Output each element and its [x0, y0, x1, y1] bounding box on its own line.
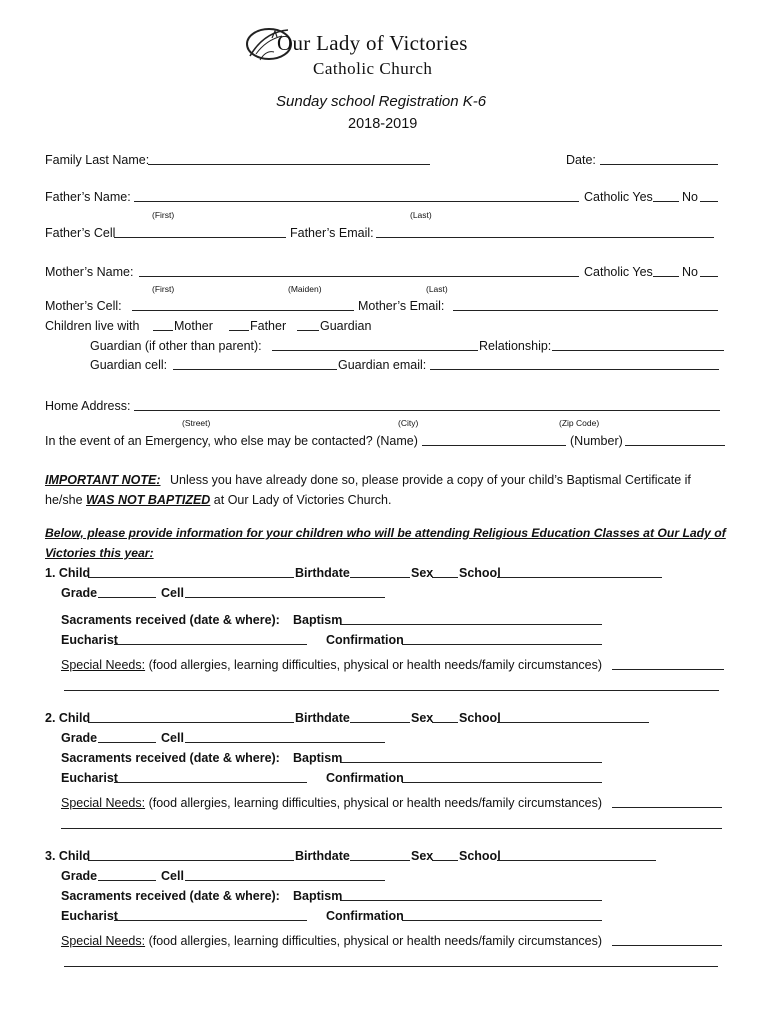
- special-needs-hint: (food allergies, learning difficulties, physical or health needs/family circumstances): [148, 934, 603, 948]
- school-label: School: [459, 849, 501, 863]
- important-note-line2: [45, 494, 391, 507]
- special-needs-field[interactable]: [612, 945, 722, 946]
- father-cell-field[interactable]: [114, 237, 286, 238]
- birthdate-label: Birthdate: [295, 849, 350, 863]
- baptism-label: Baptism: [293, 751, 343, 765]
- father-last-hint: (Last): [410, 210, 432, 220]
- note-text2-post: at Our Lady of Victories Church.: [210, 493, 392, 507]
- special-needs-field-line2[interactable]: [64, 690, 719, 691]
- form-year: 2018-2019: [348, 116, 418, 132]
- father-email-label: Father’s Email:: [290, 226, 374, 240]
- eucharist-field[interactable]: [114, 782, 307, 783]
- important-note-line1: [45, 474, 691, 487]
- sex-field[interactable]: [432, 860, 458, 861]
- child-label: 1. Child: [45, 566, 91, 580]
- sex-field[interactable]: [432, 722, 458, 723]
- grade-field[interactable]: [98, 880, 156, 881]
- child-name-field[interactable]: [88, 860, 294, 861]
- child-label: 2. Child: [45, 711, 91, 725]
- special-needs-row: [61, 935, 602, 948]
- cell-field[interactable]: [185, 597, 385, 598]
- birthdate-field[interactable]: [350, 722, 410, 723]
- live-with-father-field[interactable]: [229, 330, 249, 331]
- live-with-mother-field[interactable]: [153, 330, 173, 331]
- relationship-label: Relationship:: [479, 339, 552, 353]
- eucharist-label: Eucharist: [61, 909, 118, 923]
- mother-catholic-yes-label: Catholic Yes: [584, 265, 653, 279]
- confirmation-label: Confirmation: [326, 909, 404, 923]
- special-needs-row: [61, 797, 602, 810]
- special-needs-label: Special Needs:: [61, 658, 146, 672]
- guardian-email-field[interactable]: [430, 369, 719, 370]
- special-needs-hint: (food allergies, learning difficulties, physical or health needs/family circumstances): [148, 658, 603, 672]
- child-name-field[interactable]: [88, 722, 294, 723]
- children-intro-line2: Victories this year:: [45, 546, 154, 560]
- live-with-guardian-field[interactable]: [297, 330, 319, 331]
- cell-label: Cell: [161, 869, 184, 883]
- street-hint: (Street): [182, 418, 211, 428]
- children-intro-line1: Below, please provide information for your children who will be attending Religious Education Classes at Our Lady of: [45, 526, 726, 540]
- guardian-cell-label: Guardian cell:: [90, 358, 168, 372]
- father-name-label: Father’s Name:: [45, 190, 131, 204]
- mother-catholic-no-field[interactable]: [700, 276, 718, 277]
- baptism-field[interactable]: [340, 762, 602, 763]
- confirmation-field[interactable]: [402, 782, 602, 783]
- special-needs-field[interactable]: [612, 807, 722, 808]
- city-hint: (City): [398, 418, 419, 428]
- eucharist-field[interactable]: [114, 920, 307, 921]
- eucharist-field[interactable]: [114, 644, 307, 645]
- mother-maiden-hint: (Maiden): [288, 284, 322, 294]
- sacraments-label: Sacraments received (date & where):: [61, 889, 280, 903]
- home-address-label: Home Address:: [45, 399, 131, 413]
- cell-label: Cell: [161, 731, 184, 745]
- special-needs-label: Special Needs:: [61, 796, 146, 810]
- cell-field[interactable]: [185, 880, 385, 881]
- father-name-field[interactable]: [134, 201, 579, 202]
- sex-label: Sex: [411, 849, 434, 863]
- special-needs-label: Special Needs:: [61, 934, 146, 948]
- emergency-name-field[interactable]: [422, 445, 566, 446]
- grade-field[interactable]: [98, 597, 156, 598]
- not-baptized-emphasis: WAS NOT BAPTIZED: [86, 493, 211, 507]
- birthdate-label: Birthdate: [295, 566, 350, 580]
- mother-email-label: Mother’s Email:: [358, 299, 445, 313]
- zip-hint: (Zip Code): [559, 418, 600, 428]
- grade-label: Grade: [61, 731, 98, 745]
- school-field[interactable]: [497, 722, 649, 723]
- grade-label: Grade: [61, 869, 98, 883]
- grade-field[interactable]: [98, 742, 156, 743]
- church-name-line1: Our Lady of Victories: [277, 31, 468, 55]
- date-field[interactable]: [600, 164, 718, 165]
- father-first-hint: (First): [152, 210, 175, 220]
- birthdate-field[interactable]: [350, 577, 410, 578]
- confirmation-field[interactable]: [402, 920, 602, 921]
- school-field[interactable]: [497, 577, 662, 578]
- father-catholic-yes-label: Catholic Yes: [584, 190, 653, 204]
- guardian-other-label: Guardian (if other than parent):: [90, 339, 262, 353]
- confirmation-label: Confirmation: [326, 633, 404, 647]
- school-label: School: [459, 566, 501, 580]
- cell-field[interactable]: [185, 742, 385, 743]
- special-needs-field-line2[interactable]: [61, 828, 722, 829]
- baptism-field[interactable]: [340, 624, 602, 625]
- eucharist-label: Eucharist: [61, 771, 118, 785]
- guardian-email-label: Guardian email:: [338, 358, 427, 372]
- home-address-field[interactable]: [134, 410, 720, 411]
- mother-email-field[interactable]: [453, 310, 718, 311]
- mother-catholic-yes-field[interactable]: [653, 276, 679, 277]
- relationship-field[interactable]: [552, 350, 724, 351]
- important-note-heading: IMPORTANT NOTE:: [45, 473, 161, 487]
- guardian-cell-field[interactable]: [173, 369, 337, 370]
- confirmation-field[interactable]: [402, 644, 602, 645]
- child-label: 3. Child: [45, 849, 91, 863]
- special-needs-row: [61, 659, 602, 672]
- father-catholic-no-field[interactable]: [700, 201, 718, 202]
- important-note-text1: Unless you have already done so, please provide a copy of your child’s Baptismal Certificate if: [170, 473, 691, 487]
- mother-name-label: Mother’s Name:: [45, 265, 134, 279]
- note-text2-pre: he/she: [45, 493, 87, 507]
- child-name-field[interactable]: [88, 577, 294, 578]
- sex-label: Sex: [411, 566, 434, 580]
- confirmation-label: Confirmation: [326, 771, 404, 785]
- baptism-field[interactable]: [340, 900, 602, 901]
- cell-label: Cell: [161, 586, 184, 600]
- special-needs-field[interactable]: [612, 669, 724, 670]
- family-last-name-label: Family Last Name:: [45, 153, 150, 167]
- sex-field[interactable]: [432, 577, 458, 578]
- live-with-father-label: Father: [250, 319, 287, 333]
- baptism-label: Baptism: [293, 613, 343, 627]
- form-title: Sunday school Registration K-6: [276, 93, 487, 110]
- mother-cell-field[interactable]: [132, 310, 354, 311]
- father-catholic-no-label: No: [682, 190, 698, 204]
- special-needs-field-line2[interactable]: [64, 966, 718, 967]
- eucharist-label: Eucharist: [61, 633, 118, 647]
- mother-last-hint: (Last): [426, 284, 448, 294]
- mother-first-hint: (First): [152, 284, 175, 294]
- father-cell-label: Father’s Cell: [45, 226, 116, 240]
- father-email-field[interactable]: [376, 237, 714, 238]
- school-field[interactable]: [497, 860, 656, 861]
- guardian-name-field[interactable]: [272, 350, 478, 351]
- school-label: School: [459, 711, 501, 725]
- sex-label: Sex: [411, 711, 434, 725]
- birthdate-label: Birthdate: [295, 711, 350, 725]
- emergency-number-label: (Number): [570, 434, 623, 448]
- emergency-number-field[interactable]: [625, 445, 725, 446]
- live-with-mother-label: Mother: [174, 319, 213, 333]
- church-name-line2: Catholic Church: [313, 59, 433, 78]
- sacraments-label: Sacraments received (date & where):: [61, 613, 280, 627]
- family-last-name-field[interactable]: [148, 164, 430, 165]
- live-with-guardian-label: Guardian: [320, 319, 372, 333]
- children-live-with-label: Children live with: [45, 319, 140, 333]
- mother-name-field[interactable]: [139, 276, 579, 277]
- mother-catholic-no-label: No: [682, 265, 698, 279]
- special-needs-hint: (food allergies, learning difficulties, physical or health needs/family circumstances): [148, 796, 603, 810]
- mother-cell-label: Mother’s Cell:: [45, 299, 122, 313]
- date-label: Date:: [566, 153, 596, 167]
- sacraments-label: Sacraments received (date & where):: [61, 751, 280, 765]
- baptism-label: Baptism: [293, 889, 343, 903]
- emergency-contact-label: In the event of an Emergency, who else may be contacted? (Name): [45, 434, 418, 448]
- birthdate-field[interactable]: [350, 860, 410, 861]
- grade-label: Grade: [61, 586, 98, 600]
- father-catholic-yes-field[interactable]: [653, 201, 679, 202]
